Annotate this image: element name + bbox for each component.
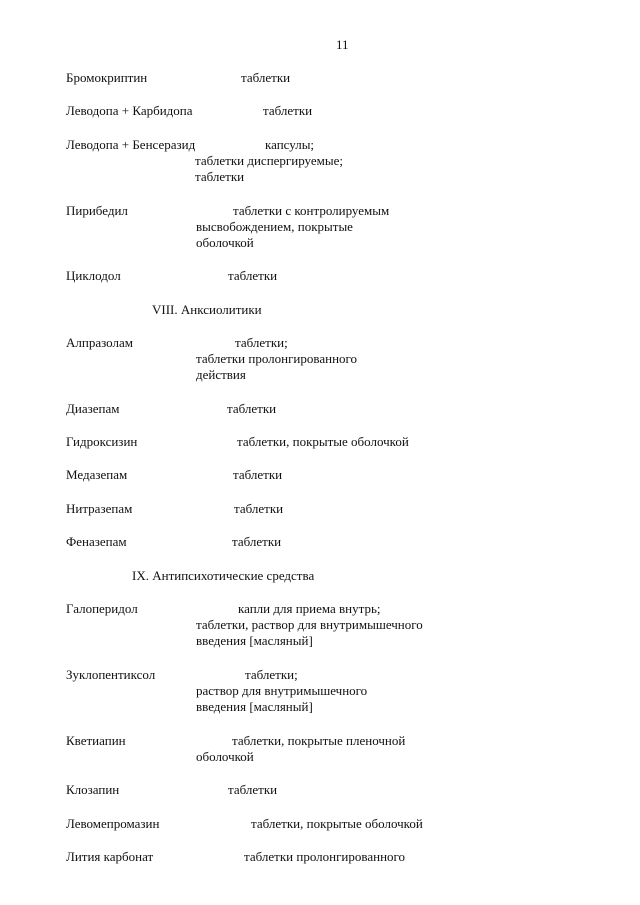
drug-name: Нитразепам — [66, 501, 133, 516]
drug-name: Бромокриптин — [66, 70, 148, 85]
dosage-form: таблетки, покрытые оболочкой — [237, 434, 409, 449]
drug-name: Гидроксизин — [66, 434, 138, 449]
dosage-form: таблетки — [234, 501, 284, 516]
dosage-form: таблетки; — [245, 667, 298, 682]
dosage-form: таблетки — [195, 169, 245, 184]
drug-name: Кветиапин — [66, 733, 126, 748]
drug-name: Феназепам — [66, 534, 127, 549]
dosage-form: таблетки — [232, 534, 282, 549]
dosage-form: высвобождением, покрытые — [196, 219, 353, 234]
drug-name: Пирибедил — [66, 203, 128, 218]
dosage-form: оболочкой — [196, 749, 254, 764]
dosage-form: раствор для внутримышечного — [196, 683, 368, 698]
dosage-form: капли для приема внутрь; — [238, 601, 381, 616]
drug-name: Леводопа + Бенсеразид — [66, 137, 196, 152]
dosage-form: действия — [196, 367, 246, 382]
dosage-form: капсулы; — [265, 137, 315, 152]
drug-name: Зуклопентиксол — [66, 667, 156, 682]
drug-name: Левомепромазин — [66, 816, 160, 831]
page-number: 11 — [336, 37, 349, 52]
dosage-form: таблетки, покрытые пленочной — [232, 733, 406, 748]
dosage-form: введения [масляный] — [196, 699, 313, 714]
drug-name: Галоперидол — [66, 601, 138, 616]
dosage-form: таблетки — [228, 782, 278, 797]
dosage-form: таблетки — [241, 70, 291, 85]
drug-name: Диазепам — [66, 401, 120, 416]
drug-name: Клозапин — [66, 782, 120, 797]
drug-name: Леводопа + Карбидопа — [66, 103, 193, 118]
dosage-form: таблетки, покрытые оболочкой — [251, 816, 423, 831]
dosage-form: введения [масляный] — [196, 633, 313, 648]
drug-name: Циклодол — [66, 268, 121, 283]
dosage-form: таблетки — [233, 467, 283, 482]
dosage-form: оболочкой — [196, 235, 254, 250]
drug-name: Медазепам — [66, 467, 128, 482]
section-heading: IX. Антипсихотические средства — [132, 568, 315, 583]
dosage-form: таблетки с контролируемым — [233, 203, 390, 218]
dosage-form: таблетки, раствор для внутримышечного — [196, 617, 423, 632]
dosage-form: таблетки — [227, 401, 277, 416]
dosage-form: таблетки — [263, 103, 313, 118]
dosage-form: таблетки — [228, 268, 278, 283]
section-heading: VIII. Анксиолитики — [152, 302, 262, 317]
dosage-form: таблетки диспергируемые; — [195, 153, 343, 168]
drug-name: Лития карбонат — [66, 849, 154, 864]
dosage-form: таблетки пролонгированного — [196, 351, 358, 366]
dosage-form: таблетки; — [235, 335, 288, 350]
dosage-form: таблетки пролонгированного — [244, 849, 406, 864]
drug-name: Алпразолам — [66, 335, 133, 350]
